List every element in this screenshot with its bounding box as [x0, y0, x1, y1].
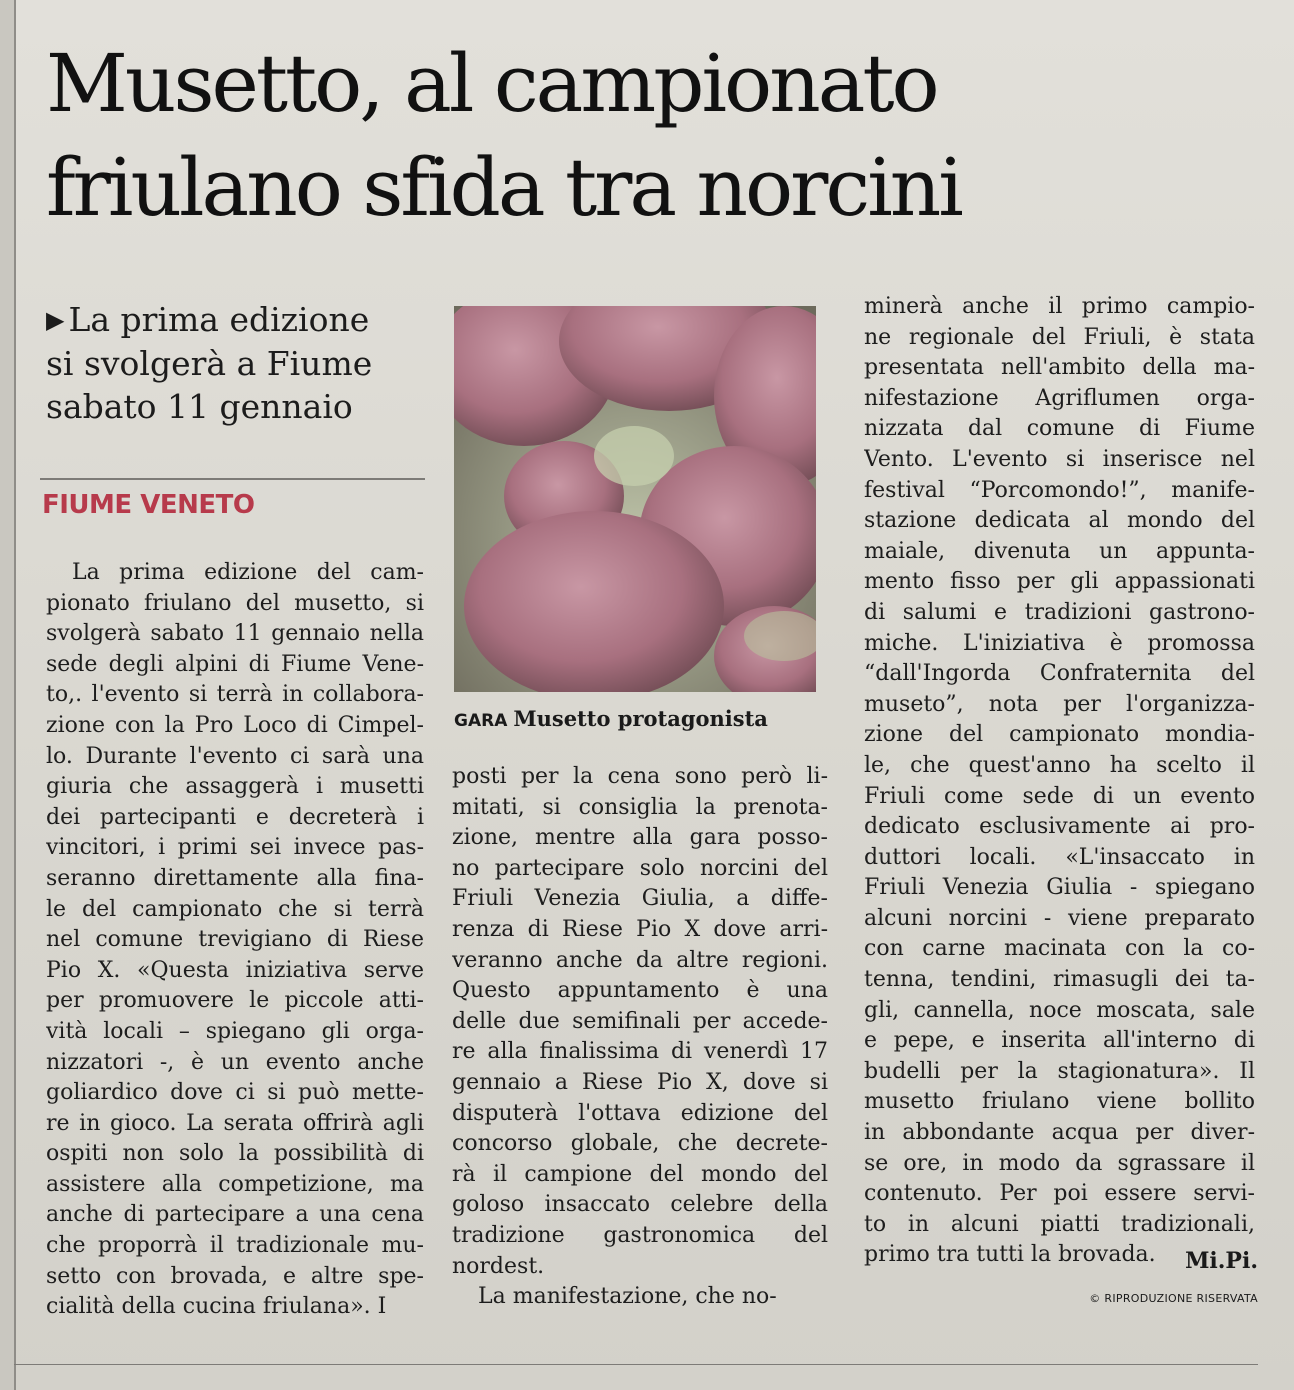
subhead-line-3: sabato 11 gennaio	[46, 387, 353, 426]
article-line: Pio X. «Questa iniziativa serve	[46, 957, 424, 983]
article-line: per promuovere le piccole atti-	[46, 988, 424, 1014]
adjacent-column-bleed	[1210, 0, 1294, 300]
article-column-left	[46, 558, 424, 1323]
caption-kicker: GARA	[454, 711, 508, 731]
caption-text: Musetto protagonista	[513, 706, 768, 731]
musetto-photo-illustration	[454, 306, 816, 692]
article-line: posti per la cena sono però li-	[452, 764, 828, 789]
article-line: zione del campionato mondia-	[864, 722, 1255, 748]
article-line: ne regionale del Friuli, è stata	[864, 324, 1255, 350]
article-line: mitati, si consiglia la prenota-	[452, 794, 828, 820]
article-line: in abbondante acqua per diver-	[864, 1120, 1255, 1146]
article-line: miche. L'iniziativa è promossa	[864, 630, 1255, 656]
article-line: gli, cannella, noce moscata, sale	[864, 997, 1255, 1023]
article-line: nizzatori -, è un evento anche	[46, 1049, 424, 1075]
article-line: La manifestazione, che no-	[478, 1284, 777, 1310]
article-line: nifestazione Agriflumen orga-	[864, 385, 1255, 411]
article-line: e pepe, e inserita all'interno di	[864, 1028, 1255, 1054]
article-line: Friuli come sede di un evento	[864, 783, 1255, 809]
article-line: goloso insaccato celebre della	[452, 1192, 828, 1218]
article-line: La prima edizione del cam-	[72, 560, 424, 585]
subhead-line-2: si svolgerà a Fiume	[46, 344, 373, 383]
article-line: pionato friulano del musetto, si	[46, 590, 424, 616]
bottom-rule	[14, 1364, 1258, 1365]
article-line: veranno anche da altre regioni.	[452, 947, 828, 973]
article-line: lo. Durante l'evento ci sarà una	[46, 743, 424, 769]
article-line: Friuli Venezia Giulia - spiegano	[864, 875, 1255, 901]
article-line: tradizione gastronomica del	[452, 1222, 828, 1248]
article-line: anche di partecipare a una cena	[46, 1202, 424, 1228]
article-line: maiale, divenuta un appunta-	[864, 538, 1255, 564]
article-line: primo tra tutti la brovada.	[864, 1242, 1156, 1268]
article-line: zione, mentre alla gara posso-	[452, 825, 828, 851]
article-line: sede degli alpini di Fiume Vene-	[46, 651, 424, 677]
article-line: di salumi e tradizioni gastrono-	[864, 599, 1255, 625]
article-line: goliardico dove ci si può mette-	[46, 1080, 424, 1106]
byline: Mi.Pi.	[1185, 1248, 1258, 1274]
article-line: contenuto. Per poi essere servi-	[864, 1181, 1255, 1207]
copyright-notice: © RIPRODUZIONE RISERVATA	[1089, 1292, 1258, 1305]
article-line: budelli per la stagionatura». Il	[864, 1058, 1255, 1084]
article-line: “dall'Ingorda Confraternita del	[864, 661, 1255, 687]
article-line: stazione dedicata al mondo del	[864, 508, 1255, 534]
article-line: tenna, tendini, rimasugli dei ta-	[864, 967, 1255, 993]
article-line: re alla finalissima di venerdì 17	[452, 1039, 828, 1065]
headline-line-1: Musetto, al campionato	[46, 37, 937, 130]
photo-caption	[454, 706, 768, 731]
article-line: Friuli Venezia Giulia, a diffe-	[452, 886, 828, 912]
article-line: musetto friulano viene bollito	[864, 1089, 1255, 1115]
article-line: minerà anche il primo campio-	[864, 294, 1255, 319]
article-line: assistere alla competizione, ma	[46, 1171, 424, 1197]
article-column-middle	[452, 762, 828, 1313]
article-line: disputerà l'ottava edizione del	[452, 1100, 828, 1126]
article-line: cialità della cucina friulana». I	[46, 1294, 387, 1320]
headline	[46, 32, 1206, 240]
article-line: setto con brovada, e altre spe-	[46, 1263, 424, 1289]
article-line: festival “Porcomondo!”, manife-	[864, 477, 1255, 503]
left-margin	[0, 0, 16, 1390]
article-line: Questo appuntamento è una	[452, 978, 828, 1004]
article-line: delle due semifinali per accede-	[452, 1008, 828, 1034]
article-line: presentata nell'ambito della ma-	[864, 355, 1255, 381]
article-line: gennaio a Riese Pio X, dove si	[452, 1069, 828, 1095]
article-line: le, che quest'anno ha scelto il	[864, 752, 1255, 778]
subhead-line-1: La prima edizione	[68, 300, 370, 339]
article-line: duttori locali. «L'insaccato in	[864, 844, 1255, 870]
article-line: svolgerà sabato 11 gennaio nella	[46, 621, 424, 647]
article-column-right	[864, 292, 1255, 1271]
article-line: dedicato esclusivamente ai pro-	[864, 814, 1255, 840]
article-photo	[454, 306, 816, 692]
headline-line-2: friulano sfida tra norcini	[46, 141, 961, 234]
article-line: to in alcuni piatti tradizionali,	[864, 1211, 1255, 1237]
article-line: mento fisso per gli appassionati	[864, 569, 1255, 595]
article-line: museto”, nota per l'organizza-	[864, 691, 1255, 717]
article-line: zione con la Pro Loco di Cimpel-	[46, 712, 424, 738]
article-line: nel comune trevigiano di Riese	[46, 927, 424, 953]
article-line: renza di Riese Pio X dove arri-	[452, 916, 828, 942]
article-line: to,. l'evento si terrà in collabora-	[46, 682, 424, 708]
article-line: le del campionato che si terrà	[46, 896, 424, 922]
article-line: nizzata dal comune di Fiume	[864, 416, 1255, 442]
article-line: no partecipare solo norcini del	[452, 855, 828, 881]
article-line: vità locali – spiegano gli orga-	[46, 1018, 424, 1044]
article-line: nordest.	[452, 1253, 545, 1279]
article-line: se ore, in modo da sgrassare il	[864, 1150, 1255, 1176]
article-line: che proporrà il tradizionale mu-	[46, 1233, 424, 1259]
section-rule	[40, 478, 425, 480]
article-line: ospiti non solo la possibilità di	[46, 1141, 424, 1167]
article-line: dei partecipanti e decreterà i	[46, 804, 424, 830]
article-line: rà il campione del mondo del	[452, 1161, 828, 1187]
article-line: giuria che assaggerà i musetti	[46, 774, 424, 800]
article-line: vincitori, i primi sei invece pas-	[46, 835, 424, 861]
article-line: seranno direttamente alla fina-	[46, 865, 424, 891]
section-label: FIUME VENETO	[42, 490, 255, 520]
article-line: Vento. L'evento si inserisce nel	[864, 446, 1255, 472]
article-line: alcuni norcini - viene preparato	[864, 905, 1255, 931]
article-line: re in gioco. La serata offrirà agli	[46, 1110, 424, 1136]
triangle-right-icon: ▶	[46, 306, 65, 334]
subheadline	[46, 298, 426, 428]
article-line: concorso globale, che decrete-	[452, 1131, 828, 1157]
article-line: con carne macinata con la co-	[864, 936, 1255, 962]
